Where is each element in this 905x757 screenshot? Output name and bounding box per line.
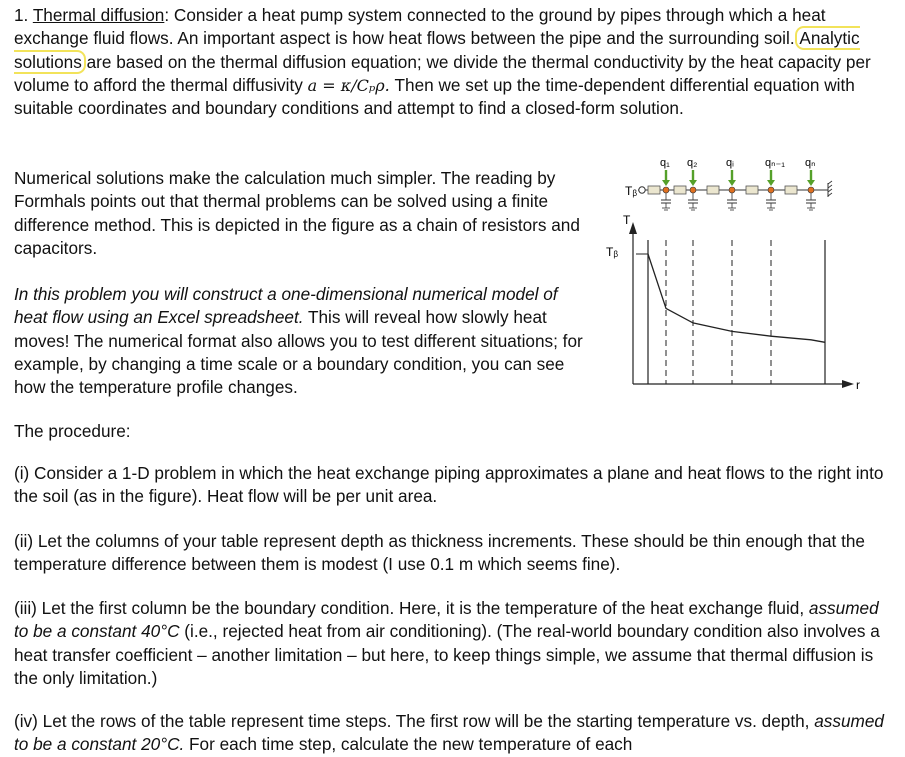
question-number: 1. — [14, 5, 29, 25]
heat-flow-label: q₁ — [660, 157, 670, 169]
tb-chain-label: Tᵦ — [625, 184, 637, 198]
temperature-node — [768, 187, 774, 193]
tb-source-node — [639, 187, 645, 193]
task-paragraph — [14, 283, 589, 399]
step-1: (i) Consider a 1-D problem in which the heat exchange piping approximates a plane and heat flows to the right into the soil (as in the figure). Heat flow will be per unit area. — [14, 463, 884, 507]
heat-flow-label: q₂ — [687, 157, 698, 169]
diffusivity-formula: a = κ/Cₚρ. — [307, 75, 390, 95]
task-rest: This will reveal how slowly heat moves! The numerical format also allows you to test different situations; for example, by changing a time scale or a boundary condition, you can see how the temperature profile changes. — [14, 307, 583, 398]
task-italic: In this problem you will construct a one-dimensional numerical model of heat flow using an Excel spreadsheet. — [14, 284, 558, 328]
step-2: (ii) Let the columns of your table represent depth as thickness increments. These should be thin enough that the temperature difference between them is modest (I use 0.1 m which seems fine). — [14, 531, 865, 575]
heat-flow-label: qᵢ — [726, 157, 734, 169]
heat-flow-label: qₙ — [805, 157, 816, 169]
numerical-paragraph: Numerical solutions make the calculation much simpler. The reading by Formhals points out that thermal problems can be solved using a finite difference method. This is depicted in the figure as a chain of resistors and capacitors. — [14, 168, 580, 258]
step-3-italic: assumed to be a constant 40°C — [14, 598, 879, 642]
intro-text-1: Consider a heat pump system connected to the ground by pipes through which a heat exchange fluid flows. An important aspect is how heat flows between the pipe and the surrounding soil. — [14, 5, 826, 49]
temperature-node — [808, 187, 814, 193]
temperature-node — [690, 187, 696, 193]
end-ground-hatch — [828, 185, 832, 188]
resistor-symbol — [746, 186, 758, 194]
heat-input-arrowhead — [807, 180, 815, 186]
t-axis-label: T — [623, 213, 631, 227]
figure-svg — [596, 152, 896, 397]
heat-flow-label: qₙ₋₁ — [765, 157, 786, 169]
heat-input-arrowhead — [662, 180, 670, 186]
end-ground-hatch — [828, 189, 832, 192]
heat-input-arrowhead — [728, 180, 736, 186]
x-axis-arrowhead — [842, 380, 854, 388]
end-ground-hatch — [828, 193, 832, 196]
temperature-node — [729, 187, 735, 193]
finite-difference-figure — [596, 152, 896, 397]
temperature-profile-curve — [648, 254, 825, 342]
step-4: (iv) Let the rows of the table represent time steps. The first row will be the starting temperature vs. depth, assumed to be a constant 20°C. For each time step, calculate the new temperature of each — [14, 711, 884, 755]
temperature-node — [663, 187, 669, 193]
resistor-symbol — [648, 186, 660, 194]
intro-text-2: are based on the thermal diffusion equation; we divide the thermal conductivity by the heat capacity per volume to afford the thermal diffusivity — [14, 51, 871, 95]
heat-input-arrowhead — [767, 180, 775, 186]
question-title: Thermal diffusion — [32, 5, 165, 25]
resistor-symbol — [674, 186, 686, 194]
highlighted-phrase: Analytic solutions — [14, 28, 860, 72]
procedure-heading: The procedure: — [14, 421, 131, 441]
end-ground-hatch — [828, 181, 832, 184]
r-axis-label: r — [856, 378, 860, 392]
intro-paragraph: 1. Thermal diffusion: Consider a heat pump system connected to the ground by pipes through which a heat exchange fluid flows. An important aspect is how heat flows between the pipe and the surrounding soil. Analytic solutions are based on the thermal diffusion equation; we divide the thermal conductivity by the heat capacity per volume to afford the thermal diffusivity a = κ/Cₚρ. Then we set up the time-dependent differential equation with suitable coordinates and boundary conditions and attempt to find a closed-form solution. — [14, 5, 871, 119]
step-3: (iii) Let the first column be the boundary condition. Here, it is the temperature of the heat exchange fluid, assumed to be a constant 40°C (i.e., rejected heat from air conditioning). (The real-world boundary condition also involves a heat transfer coefficient – another limitation – but here, to keep things simple, we assume that thermal diffusion is the only limitation.) — [14, 598, 880, 688]
intro-text-3: Then we set up the time-dependent differential equation with suitable coordinates and boundary conditions and attempt to find a closed-form solution. — [14, 74, 855, 119]
tb-axis-label: Tᵦ — [606, 245, 618, 259]
heat-input-arrowhead — [689, 180, 697, 186]
step-4-italic: assumed to be a constant 20°C. — [14, 711, 884, 755]
resistor-symbol — [785, 186, 797, 194]
resistor-symbol — [707, 186, 719, 194]
